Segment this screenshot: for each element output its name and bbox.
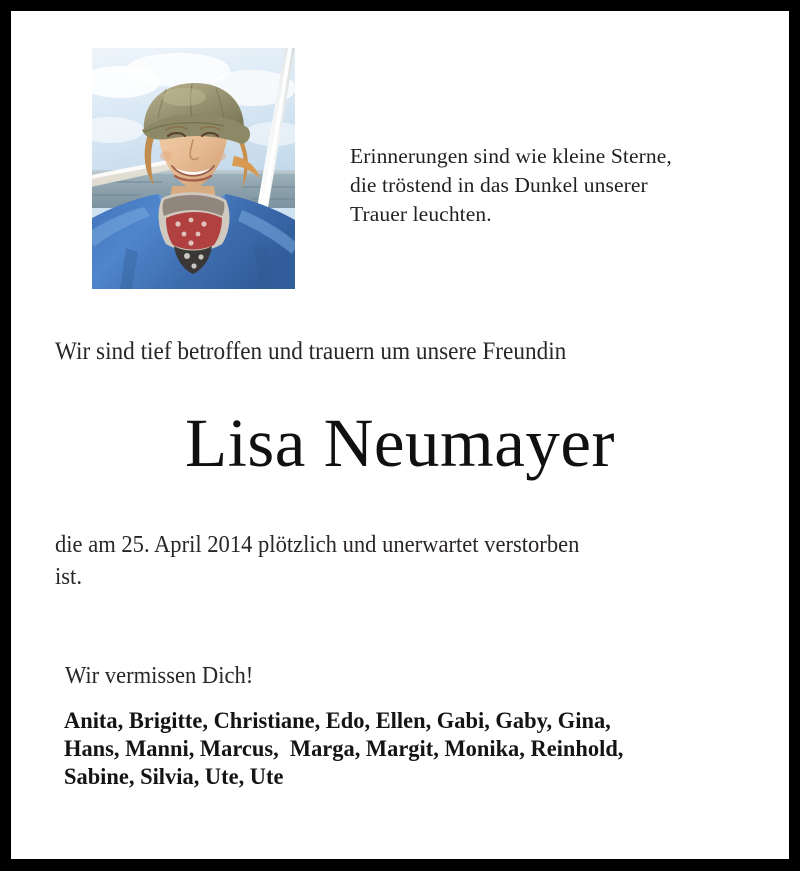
mourners-list [64,707,761,791]
memorial-verse [350,142,770,229]
obituary-card [11,11,789,859]
verse-line-2: die tröstend in das Dunkel unserer [350,173,648,197]
header-block [11,11,789,301]
mourners-line-2: Hans, Manni, Marcus, Marga, Margit, Monika, Reinhold, [64,736,624,762]
portrait-photo-image [92,48,295,289]
mourners-line-3: Sabine, Silvia, Ute, Ute [64,764,284,790]
portrait-photo [92,48,295,289]
verse-line-1: Erinnerungen sind wie kleine Sterne, [350,144,672,168]
mourning-statement: Wir sind tief betroffen und trauern um unsere Freundin [55,338,567,365]
death-detail [55,529,737,593]
deceased-name: Lisa Neumayer [185,405,615,481]
mourners-line-1: Anita, Brigitte, Christiane, Edo, Ellen, Gabi, Gaby, Gina, [64,708,611,734]
death-detail-line-1: die am 25. April 2014 plötzlich und unerwartet verstorben [55,532,580,558]
verse-line-3: Trauer leuchten. [350,202,492,226]
death-detail-line-2: ist. [55,564,82,590]
farewell-message: Wir vermissen Dich! [65,663,254,689]
